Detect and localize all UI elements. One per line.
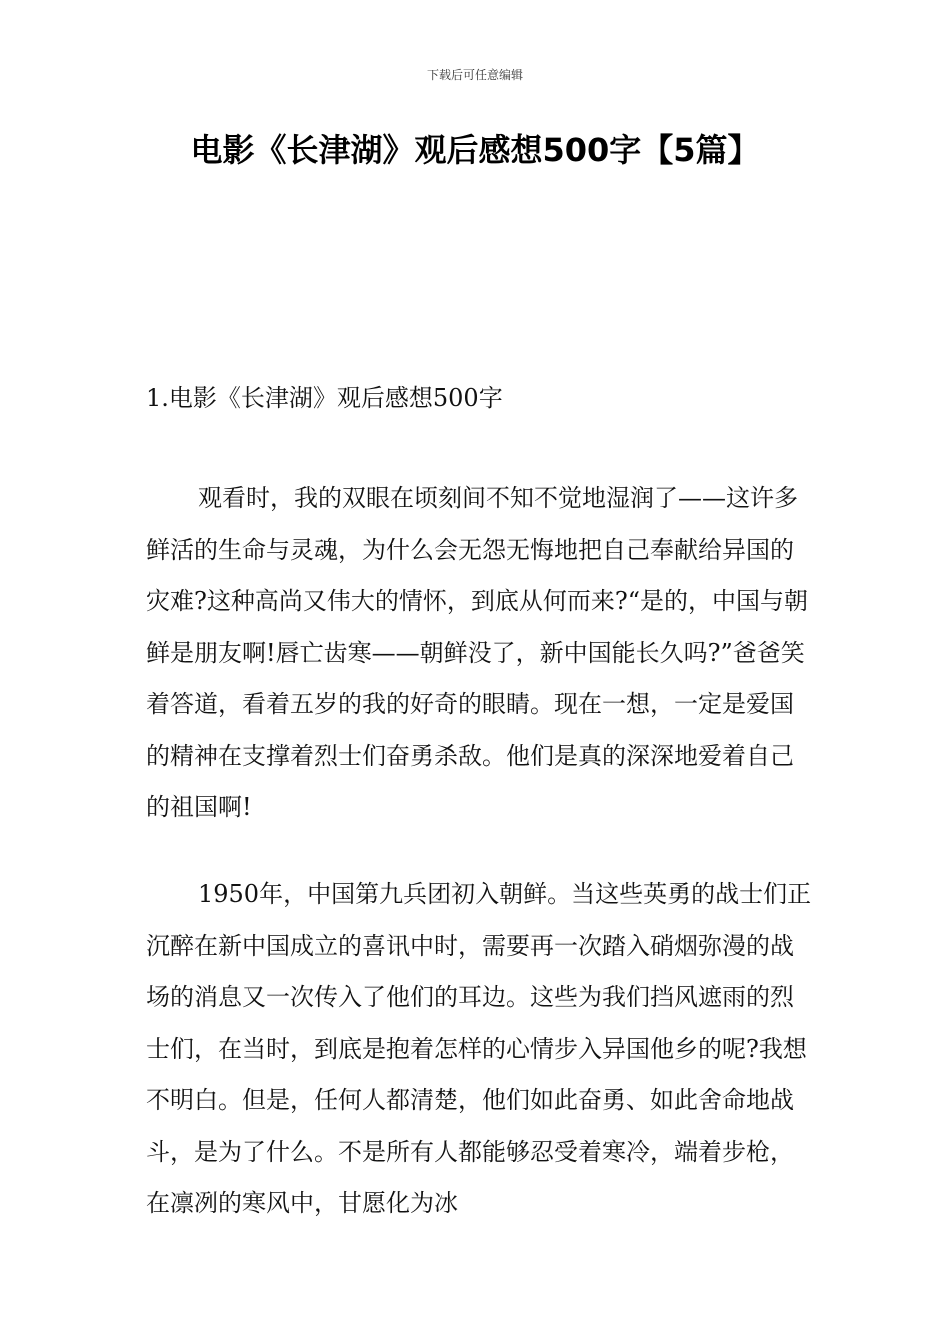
paragraph: 1950年，中国第九兵团初入朝鲜。当这些英勇的战士们正沉醉在新中国成立的喜讯中时，需要再一次踏入硝烟弥漫的战场的消息又一次传入了他们的耳边。这些为我们挡风遮雨的烈士们，在当时，到底是抱着怎样的心情步入异国他乡的呢?我想不明白。但是，任何人都清楚，他们如此奋勇、如此舍命地战斗，是为了什么。不是所有人都能够忍受着寒冷，端着步枪，在凛冽的寒风中，甘愿化为冰 [146,880,812,1217]
top-note: 下载后可任意编辑 [426,68,523,82]
paragraph: 观看时，我的双眼在顷刻间不知不觉地湿润了——这许多鲜活的生命与灵魂，为什么会无怨无悔地把自己奉献给异国的灾难?这种高尚又伟大的情怀，到底从何而来?“是的，中国与朝鲜是朋友啊!唇亡齿寒——朝鲜没了，新中国能长久吗?”爸爸笑着答道，看着五岁的我的好奇的眼睛。现在一想，一定是爱国的精神在支撑着烈士们奋勇杀敌。他们是真的深深地爱着自己的祖国啊! [146,484,809,821]
section-heading: 1.电影《长津湖》观后感想500字 [146,384,503,412]
document-title: 电影《长津湖》观后感想500字【5篇】 [190,131,760,169]
